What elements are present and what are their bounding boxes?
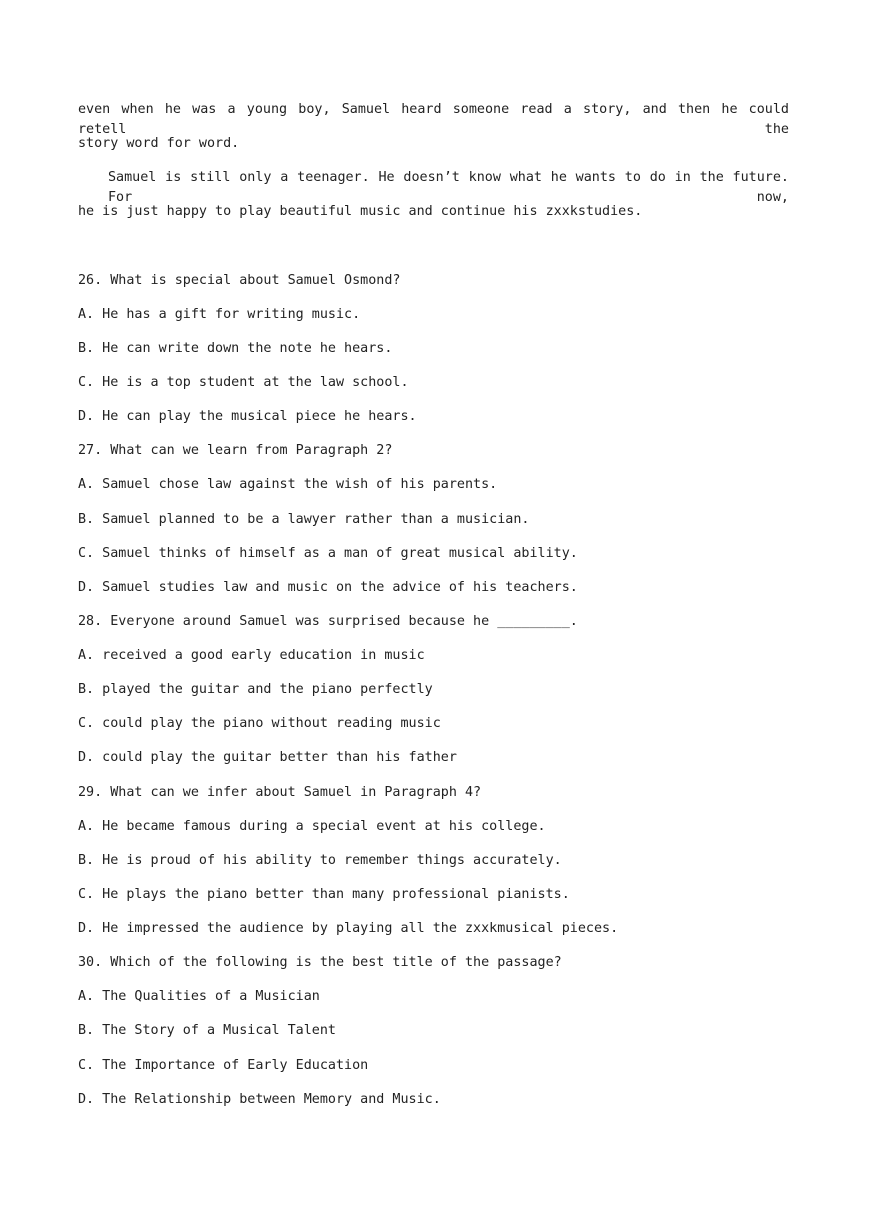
answer-option: A. The Qualities of a Musician	[78, 989, 320, 1004]
answer-option: B. played the guitar and the piano perfectly	[78, 682, 433, 697]
answer-option: D. Samuel studies law and music on the advice of his teachers.	[78, 580, 578, 595]
answer-option: C. The Importance of Early Education	[78, 1058, 369, 1073]
question-stem: 28. Everyone around Samuel was surprised because he _________.	[78, 614, 578, 629]
answer-option: A. Samuel chose law against the wish of his parents.	[78, 477, 498, 492]
passage-text-line: story word for word.	[78, 136, 240, 151]
answer-option: D. The Relationship between Memory and Music.	[78, 1092, 441, 1107]
answer-option: A. He has a gift for writing music.	[78, 307, 361, 322]
answer-option: C. could play the piano without reading music	[78, 716, 441, 731]
answer-option: C. He plays the piano better than many professional pianists.	[78, 887, 570, 902]
question-stem: 26. What is special about Samuel Osmond?	[78, 273, 401, 288]
question-stem: 29. What can we infer about Samuel in Paragraph 4?	[78, 785, 482, 800]
passage-text-line: he is just happy to play beautiful music and continue his zxxkstudies.	[78, 204, 643, 219]
answer-option: D. He impressed the audience by playing all the zxxkmusical pieces.	[78, 921, 619, 936]
answer-option: D. could play the guitar better than his father	[78, 750, 457, 765]
answer-option: D. He can play the musical piece he hears.	[78, 409, 417, 424]
answer-option: A. He became famous during a special event at his college.	[78, 819, 546, 834]
passage-text-line: even when he was a young boy, Samuel heard someone read a story, and then he could retell the	[78, 102, 789, 137]
question-stem: 30. Which of the following is the best title of the passage?	[78, 955, 562, 970]
answer-option: B. He can write down the note he hears.	[78, 341, 393, 356]
answer-option: B. Samuel planned to be a lawyer rather than a musician.	[78, 512, 530, 527]
answer-option: B. The Story of a Musical Talent	[78, 1023, 336, 1038]
answer-option: C. Samuel thinks of himself as a man of great musical ability.	[78, 546, 578, 561]
answer-option: C. He is a top student at the law school.	[78, 375, 409, 390]
question-stem: 27. What can we learn from Paragraph 2?	[78, 443, 393, 458]
passage-text-line: Samuel is still only a teenager. He doesn’t know what he wants to do in the future. For now,	[108, 170, 789, 205]
answer-option: B. He is proud of his ability to remember things accurately.	[78, 853, 562, 868]
answer-option: A. received a good early education in music	[78, 648, 425, 663]
